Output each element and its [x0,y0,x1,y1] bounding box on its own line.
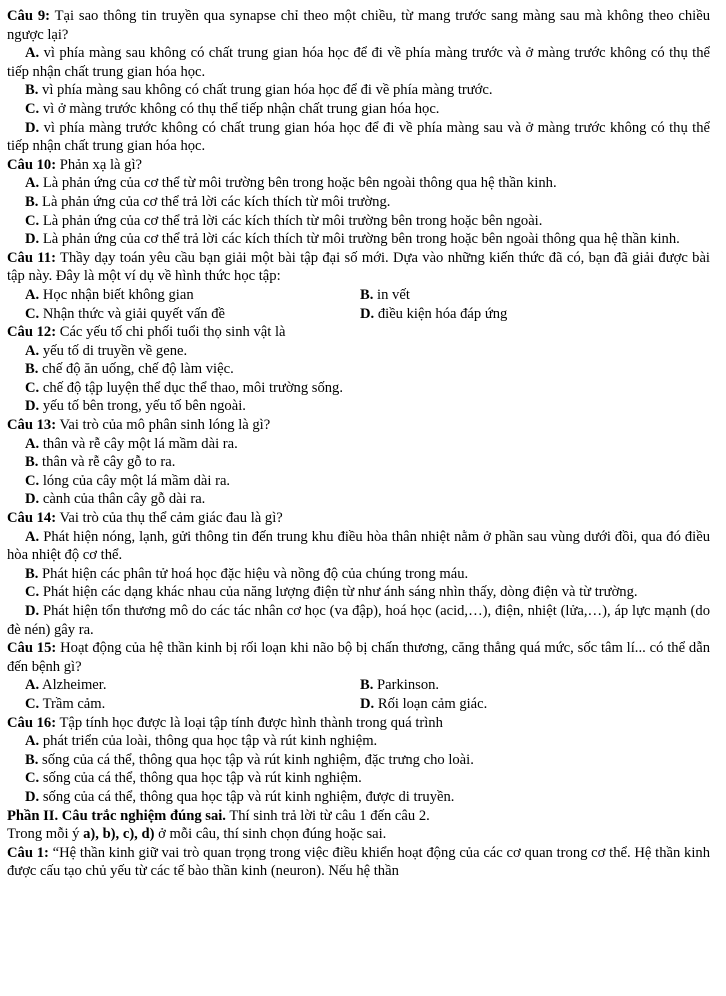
option-key: A. [25,175,40,192]
option-key: A. [25,733,40,750]
question-text: “Hệ thần kinh giữ vai trò quan trọng trong việc điều khiển hoạt động của các cơ quan trong cơ thể. Hệ thần kinh được cấu tạo chủ yếu từ các tế bào thần kinh (neuron). Nếu hệ thần [7,844,710,880]
option-key: D. [25,398,40,415]
options-row [7,676,710,695]
question-label: Câu 13: [7,417,57,434]
option-c [7,583,710,602]
option-d [7,602,710,639]
option-key: C. [25,379,40,396]
question-label: Câu 10: [7,156,57,173]
option-key: C. [25,305,40,322]
option-b [7,81,710,100]
option-a [7,732,710,751]
option-a [7,174,710,193]
option-text: vì phía màng sau không có chất trung gian hóa học để đi về phía màng trước. [38,82,493,99]
option-key: A. [25,342,40,359]
instruction-text: Trong mỗi ý [7,826,84,843]
option-c [7,769,710,788]
option-d [360,695,710,714]
option-text: phát triển của loài, thông qua học tập và rút kinh nghiệm. [39,733,378,750]
option-text: Là phản ứng của cơ thể từ môi trường bên trong hoặc bên ngoài thông qua hệ thần kinh. [39,175,557,192]
option-b [7,360,710,379]
option-key: D. [360,695,375,712]
option-text: in vết [373,286,410,303]
option-text: điều kiện hóa đáp ứng [374,305,508,322]
option-text: sống của cá thể, thông qua học tập và rút kinh nghiệm, đặc trưng cho loài. [38,751,474,768]
question-13 [7,416,710,435]
option-b [7,751,710,770]
option-b [7,453,710,472]
option-b [360,286,710,305]
option-key: A. [25,286,40,303]
options-row [7,305,710,324]
option-text: sống của cá thể, thông qua học tập và rút kinh nghiệm, được di truyền. [39,788,455,805]
option-key: A. [25,435,40,452]
option-a [25,286,360,305]
option-a [7,528,710,565]
option-key: D. [25,788,40,805]
option-key: B. [360,677,374,694]
option-text: thân và rễ cây gỗ to ra. [38,454,176,471]
option-text: vì phía màng sau không có chất trung gian hóa học để đi về phía màng trước và ở màng trước không có thụ thể tiếp nhận chất trung gian hóa học. [7,45,710,80]
option-c [25,695,360,714]
option-d [7,230,710,249]
part-2-instruction [7,825,710,844]
question-10 [7,156,710,175]
option-key: C. [25,100,40,117]
option-text: Phát hiện tổn thương mô do các tác nhân cơ học (va đập), hoá học (acid,…), điện, nhiệt (lửa,…), áp lực mạnh (do đè nén) gây ra. [7,603,710,638]
option-text: Alzheimer. [39,677,107,694]
option-d [7,119,710,156]
option-text: Là phản ứng của cơ thể trả lời các kích thích từ môi trường. [38,193,391,210]
option-key: C. [25,695,40,712]
option-c [7,100,710,119]
question-15 [7,639,710,676]
question-label: Câu 16: [7,714,57,731]
question-label: Câu 12: [7,324,57,341]
section-title: Phần II. Câu trắc nghiệm đúng sai. [7,807,226,824]
question-text: Các yếu tố chi phối tuổi thọ sinh vật là [56,324,286,341]
option-text: Nhận thức và giải quyết vấn đề [39,305,226,322]
option-text: lóng của cây một lá mầm dài ra. [39,472,231,489]
question-text: Hoạt động của hệ thần kinh bị rối loạn khi não bộ bị chấn thương, căng thẳng quá mức, sốc tâm lí... có thể dẫn đến bệnh gì? [7,640,710,675]
option-d [7,788,710,807]
option-key: C. [25,770,40,787]
option-c [7,212,710,231]
option-key: B. [25,454,39,471]
option-key: D. [25,491,40,508]
question-14 [7,509,710,528]
option-key: D. [25,603,40,619]
section-instruction: Thí sinh trả lời từ câu 1 đến câu 2. [225,807,430,824]
question-text: Tập tính học được là loại tập tính được hình thành trong quá trình [56,714,443,731]
option-text: sống của cá thể, thông qua học tập và rút kinh nghiệm. [39,770,362,787]
question-label: Câu 11: [7,249,56,266]
option-d [7,490,710,509]
option-key: C. [25,472,40,489]
option-b [360,676,710,695]
question-label: Câu 15: [7,640,57,657]
option-key: C. [25,212,40,229]
part-2-heading [7,807,710,826]
option-text: vì phía màng trước không có chất trung gian hóa học để đi về phía màng sau và ở màng trước không có thụ thể tiếp nhận chất trung gian hóa học. [7,119,710,155]
question-text: Vai trò của thụ thể cảm giác đau là gì? [56,510,283,527]
option-key: B. [25,193,39,210]
option-c [25,305,360,324]
option-text: Là phản ứng của cơ thể trả lời các kích thích từ môi trường bên trong hoặc bên ngoài thông qua hệ thần kinh. [39,231,680,248]
option-text: chế độ ăn uống, chế độ làm việc. [38,361,234,378]
option-text: Rối loạn cảm giác. [374,695,488,712]
option-d [360,305,710,324]
question-text: Thầy dạy toán yêu cầu bạn giải một bài tập đại số mới. Dựa vào những kiến thức đã có, bạn đã giải được bài tập này. Đây là một ví dụ về hình thức học tập: [7,249,710,285]
question-16 [7,714,710,733]
question-label: Câu 14: [7,510,57,527]
option-b [7,565,710,584]
option-key: D. [360,305,375,322]
option-c [7,472,710,491]
option-text: Phát hiện các dạng khác nhau của năng lượng điện từ như ánh sáng nhìn thấy, dòng điện và từ trường. [39,584,638,601]
part-2-question-1 [7,844,710,881]
option-key: B. [360,286,374,303]
option-text: yếu tố bên trong, yếu tố bên ngoài. [39,398,246,415]
options-row [7,286,710,305]
option-key: A. [25,528,40,545]
option-text: vì ở màng trước không có thụ thể tiếp nhận chất trung gian hóa học. [39,100,440,117]
option-a [25,676,360,695]
option-text: thân và rễ cây một lá mầm dài ra. [39,435,238,452]
option-text: chế độ tập luyện thể dục thể thao, môi trường sống. [39,379,343,396]
option-text: Trầm cảm. [39,695,106,712]
option-text: Phát hiện các phân tử hoá học đặc hiệu và nồng độ của chúng trong máu. [38,565,469,582]
question-label: Câu 1: [7,844,49,861]
option-a [7,342,710,361]
question-11 [7,249,710,286]
option-text: cành của thân cây gỗ dài ra. [39,491,206,508]
option-key: B. [25,361,39,378]
option-c [7,379,710,398]
option-key: A. [25,45,40,62]
option-key: A. [25,677,40,694]
option-key: D. [25,231,40,248]
option-text: yếu tố di truyền về gene. [39,342,188,359]
option-a [7,44,710,81]
option-b [7,193,710,212]
option-key: C. [25,584,40,601]
question-label: Câu 9: [7,8,50,24]
question-text: Phản xạ là gì? [56,156,142,173]
option-key: B. [25,751,39,768]
option-d [7,397,710,416]
question-9 [7,7,710,44]
instruction-text: ở mỗi câu, thí sinh chọn đúng hoặc sai. [154,826,387,843]
option-text: Là phản ứng của cơ thể trả lời các kích thích từ môi trường bên trong hoặc bên ngoài. [39,212,543,229]
question-text: Tại sao thông tin truyền qua synapse chỉ theo một chiều, từ mang trước sang màng sau mà không theo chiều ngược lại? [7,8,710,43]
option-a [7,435,710,454]
question-text: Vai trò của mô phân sinh lóng là gì? [56,417,271,434]
option-key: B. [25,565,39,582]
option-text: Phát hiện nóng, lạnh, gửi thông tin đến trung khu điều hòa thân nhiệt nằm ở phần sau vùng dưới đồi, qua đó điều hòa nhiệt độ cơ thể. [7,528,710,564]
option-text: Học nhận biết không gian [39,286,194,303]
options-row [7,695,710,714]
option-key: B. [25,82,39,99]
option-key: D. [25,119,40,136]
option-text: Parkinson. [373,677,440,694]
instruction-emphasis: a), b), c), d) [83,826,155,843]
question-12 [7,323,710,342]
